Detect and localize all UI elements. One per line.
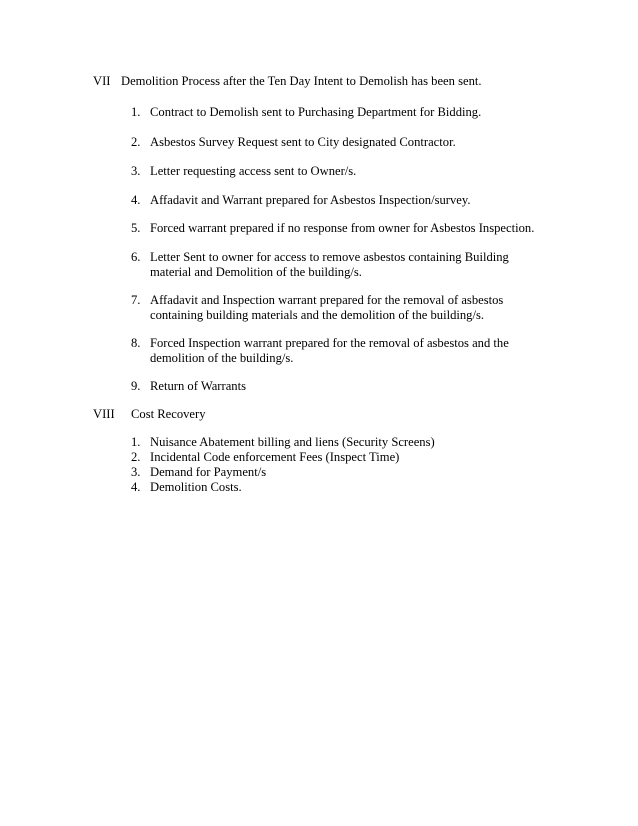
item-text: Letter requesting access sent to Owner/s. [150, 164, 357, 178]
section-heading-vii [93, 74, 482, 89]
item-text: Affadavit and Inspection warrant prepared for the removal of asbestos containing building materials and the demolition of the building/s. [150, 293, 504, 322]
item-number: 6. [131, 250, 141, 264]
item-text: Nuisance Abatement billing and liens (Security Screens) [150, 435, 435, 449]
item-text: Demolition Costs. [150, 480, 242, 494]
item-text: Incidental Code enforcement Fees (Inspect Time) [150, 450, 400, 464]
list-item [131, 135, 551, 150]
list-item [131, 435, 551, 450]
item-number: 2. [131, 450, 141, 464]
item-number: 8. [131, 336, 141, 350]
item-number: 3. [131, 465, 141, 479]
item-text: Affadavit and Warrant prepared for Asbestos Inspection/survey. [150, 193, 471, 207]
section-number: VIII [93, 407, 115, 421]
item-number: 9. [131, 379, 141, 393]
list-item [131, 450, 551, 465]
item-number: 1. [131, 105, 141, 119]
list-item [131, 336, 526, 366]
item-text: Asbestos Survey Request sent to City designated Contractor. [150, 135, 456, 149]
item-text: Return of Warrants [150, 379, 246, 393]
list-item [131, 164, 551, 179]
item-number: 5. [131, 221, 141, 235]
section-title: Demolition Process after the Ten Day Intent to Demolish has been sent. [121, 74, 482, 88]
section-title: Cost Recovery [131, 407, 206, 421]
item-number: 7. [131, 293, 141, 307]
item-number: 3. [131, 164, 141, 178]
item-number: 4. [131, 480, 141, 494]
section-heading-viii [93, 407, 206, 422]
list-item [131, 221, 571, 236]
item-number: 2. [131, 135, 141, 149]
section-number: VII [93, 74, 111, 88]
item-text: Letter Sent to owner for access to remove asbestos containing Building material and Demolition of the building/s. [150, 250, 509, 279]
item-text: Forced Inspection warrant prepared for the removal of asbestos and the demolition of the building/s. [150, 336, 509, 365]
item-number: 1. [131, 435, 141, 449]
item-text: Contract to Demolish sent to Purchasing Department for Bidding. [150, 105, 482, 119]
list-item [131, 193, 551, 208]
item-text: Demand for Payment/s [150, 465, 267, 479]
list-item [131, 250, 526, 280]
list-item [131, 379, 551, 394]
list-item [131, 293, 526, 323]
list-item [131, 105, 551, 120]
item-text: Forced warrant prepared if no response from owner for Asbestos Inspection. [150, 221, 535, 235]
list-item [131, 480, 551, 495]
list-item [131, 465, 551, 480]
item-number: 4. [131, 193, 141, 207]
